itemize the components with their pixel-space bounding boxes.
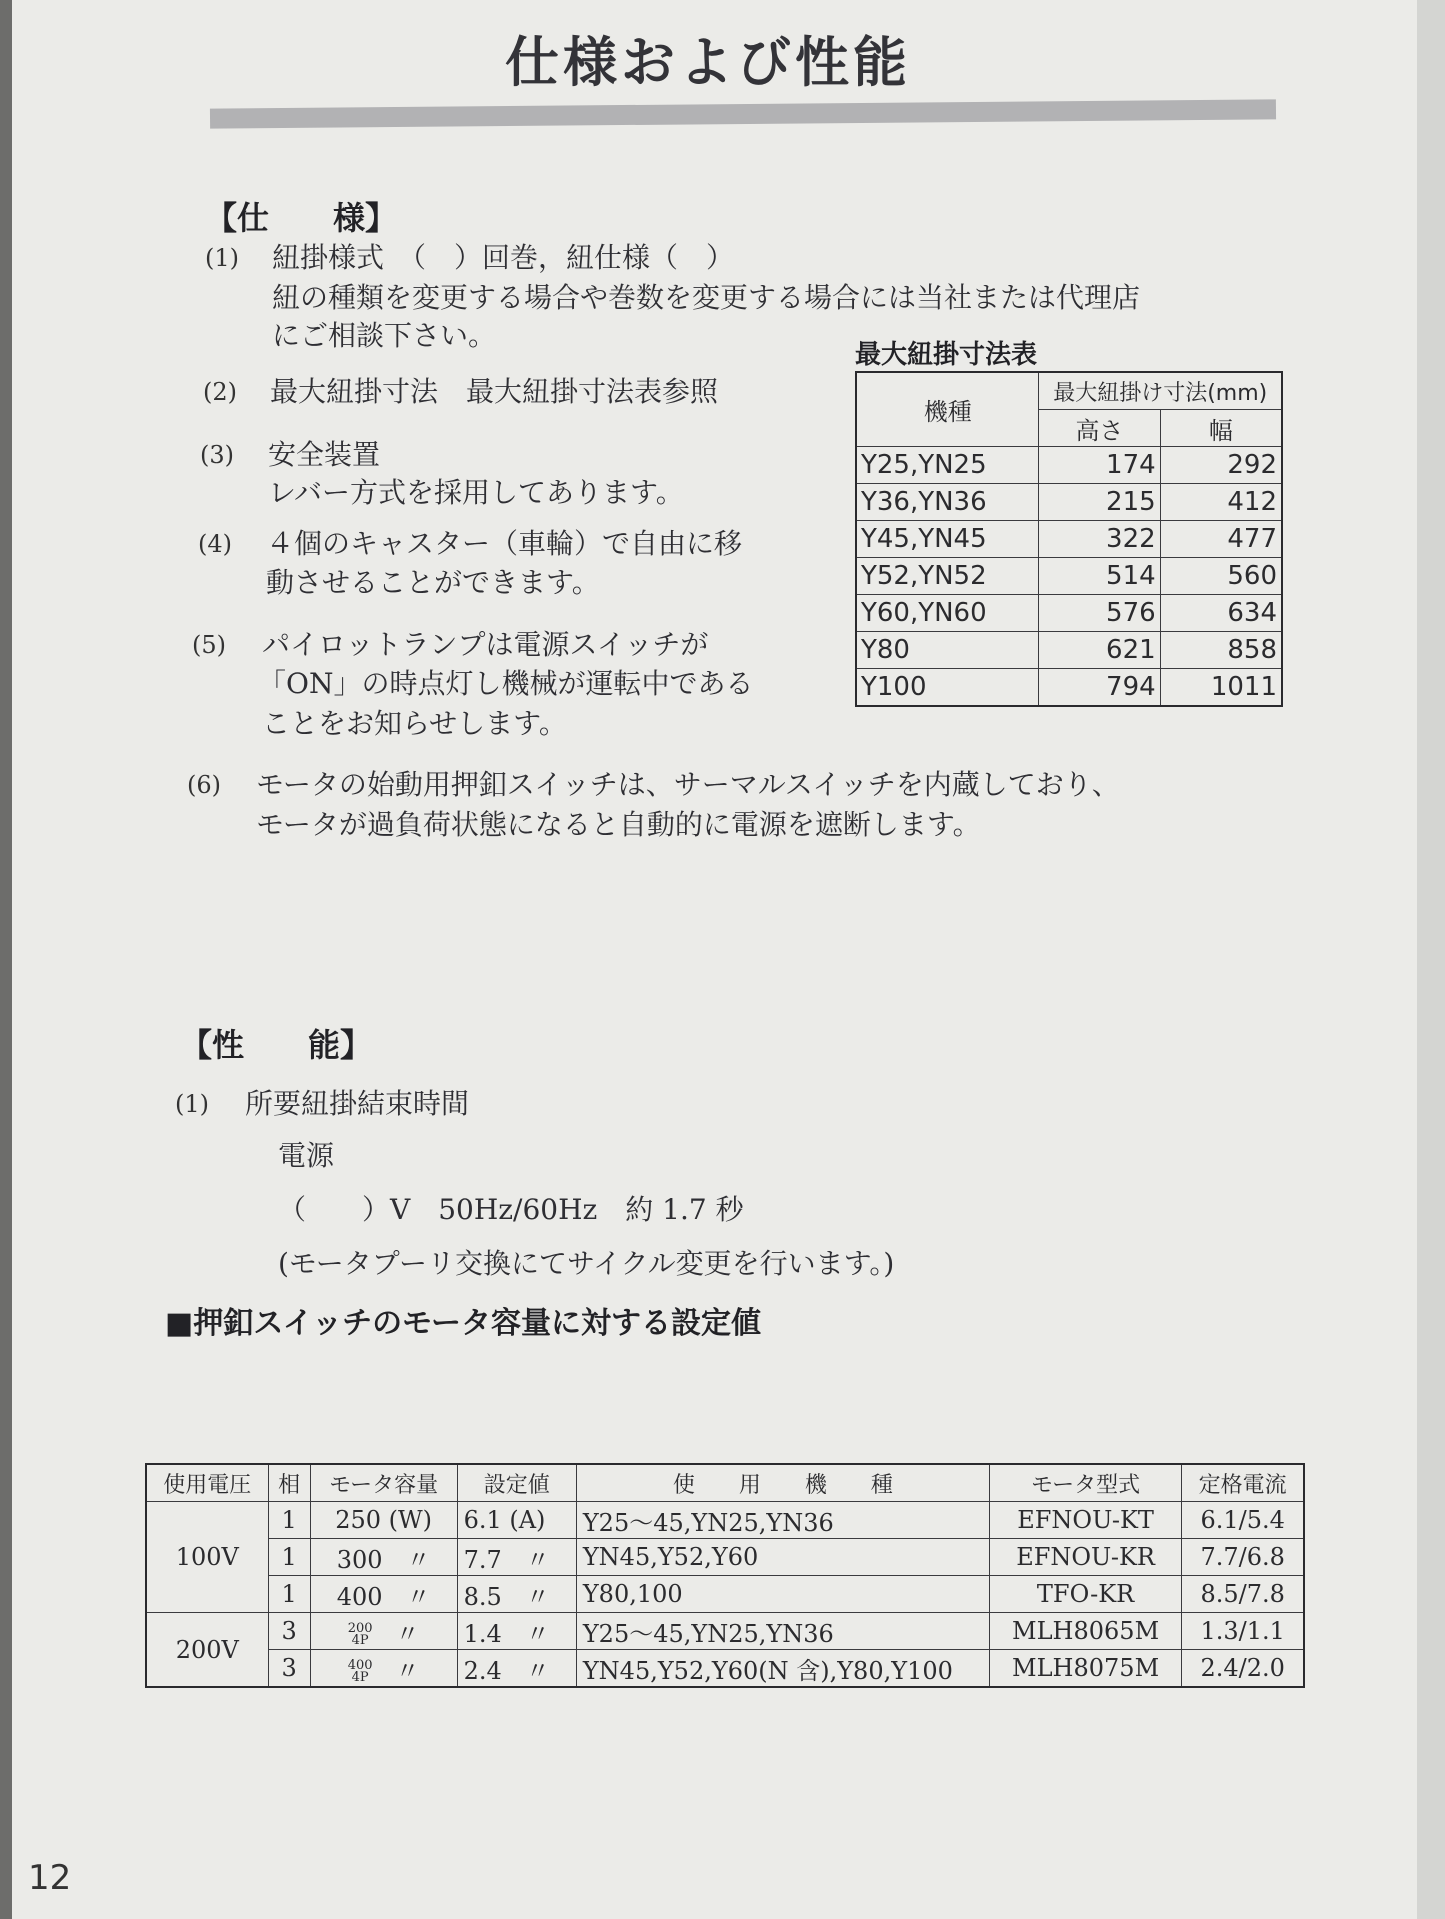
header-capacity: モータ容量 [310, 1464, 457, 1502]
spec-item-6-line-2: モータが過負荷状態になると自動的に電源を遮断します。 [256, 808, 981, 841]
cell-model: Y60,YN60 [856, 595, 1039, 632]
capacity-value: 400 [347, 1658, 373, 1673]
table-row [856, 632, 1282, 669]
cell-capacity: 300 〃 [310, 1539, 457, 1576]
capacity-stack [348, 1623, 373, 1647]
cell-setting: 2.4 〃 [457, 1650, 576, 1688]
perf-item-1-title: 所要紐掛結束時間 [245, 1087, 470, 1120]
page-number: 12 [28, 1858, 72, 1898]
power-spec-line: （ ）V 50Hz/60Hz 約 1.7 秒 [278, 1193, 744, 1226]
spec-item-1-num: (1) [205, 244, 239, 272]
cell-setting: 6.1 (A) [457, 1502, 576, 1539]
motor-settings-heading: ■押釦スイッチのモータ容量に対する設定値 [165, 1306, 761, 1341]
cell-phase: 1 [268, 1576, 310, 1613]
cell-width: 292 [1160, 447, 1282, 484]
cell-capacity [310, 1613, 457, 1650]
cell-rated-current: 7.7/6.8 [1182, 1539, 1304, 1576]
spec-item-4-line-2: 動させることができます。 [266, 566, 600, 599]
cell-model: Y52,YN52 [856, 558, 1039, 595]
cell-model: Y80 [856, 632, 1039, 669]
page-title: 仕様および性能 [505, 31, 911, 94]
ditto-mark: 〃 [395, 1656, 420, 1685]
max-table-caption: 最大紐掛寸法表 [855, 340, 1038, 370]
cell-height: 794 [1039, 669, 1160, 707]
max-dimension-table [855, 371, 1283, 707]
header-phase: 相 [268, 1464, 310, 1502]
table-row [146, 1650, 1304, 1688]
cell-height: 215 [1039, 484, 1160, 521]
capacity-poles: 4P [351, 1633, 369, 1648]
header-models: 使 用 機 種 [576, 1464, 989, 1502]
cell-phase: 1 [268, 1539, 310, 1576]
table-row [146, 1502, 1304, 1539]
col-height-header: 高さ [1039, 410, 1160, 447]
cell-rated-current: 8.5/7.8 [1182, 1576, 1304, 1613]
spec-item-3-line-2: レバー方式を採用してあります。 [268, 476, 684, 509]
spec-item-5-line-3: ことをお知らせします。 [262, 707, 567, 740]
table-row [856, 521, 1282, 558]
power-label: 電源 [278, 1139, 335, 1172]
cell-phase: 3 [268, 1650, 310, 1688]
cell-setting: 8.5 〃 [457, 1576, 576, 1613]
cell-model: Y25,YN25 [856, 447, 1039, 484]
cell-capacity: 250 (W) [310, 1502, 457, 1539]
cell-capacity [310, 1650, 457, 1688]
cell-width: 634 [1160, 595, 1282, 632]
header-setting: 設定値 [457, 1464, 576, 1502]
col-width-header: 幅 [1160, 410, 1282, 447]
cell-models: Y25～45,YN25,YN36 [576, 1613, 989, 1650]
spec-item-1-line-2: 紐の種類を変更する場合や巻数を変更する場合には当社または代理店 [272, 281, 1141, 314]
table-row [856, 558, 1282, 595]
cell-voltage: 200V [146, 1613, 268, 1688]
capacity-stack [348, 1660, 373, 1684]
header-voltage: 使用電圧 [146, 1464, 268, 1502]
col-model-header: 機種 [856, 372, 1039, 447]
motor-settings-table [145, 1463, 1305, 1688]
cell-rated-current: 1.3/1.1 [1182, 1613, 1304, 1650]
page-edge-right [1417, 0, 1445, 1919]
table-row [146, 1613, 1304, 1650]
page-shadow-left [0, 0, 12, 1919]
spec-item-6-num: (6) [187, 771, 221, 799]
cell-height: 174 [1039, 447, 1160, 484]
spec-item-6-line-1: モータの始動用押釦スイッチは、サーマルスイッチを内蔵しており、 [256, 768, 1120, 801]
col-group-header: 最大紐掛け寸法(mm) [1039, 372, 1282, 410]
table-row [146, 1576, 1304, 1613]
cell-phase: 1 [268, 1502, 310, 1539]
cell-phase: 3 [268, 1613, 310, 1650]
table-row [146, 1539, 1304, 1576]
spec-item-5-line-2: 「ON」の時点灯し機械が運転中である [258, 667, 754, 700]
cell-rated-current: 6.1/5.4 [1182, 1502, 1304, 1539]
cell-motor-type: MLH8065M [989, 1613, 1182, 1650]
cell-setting: 1.4 〃 [457, 1613, 576, 1650]
cell-models: YN45,Y52,Y60(N 含),Y80,Y100 [576, 1650, 989, 1688]
spec-item-2-line-1: 最大紐掛寸法 最大紐掛寸法表参照 [270, 375, 719, 408]
cell-height: 576 [1039, 595, 1160, 632]
spec-item-1-line-1: 紐掛様式 （ ）回巻，紐仕様（ ） [272, 241, 735, 274]
spec-item-3-line-1: 安全装置 [268, 438, 381, 471]
cell-rated-current: 2.4/2.0 [1182, 1650, 1304, 1688]
cell-width: 477 [1160, 521, 1282, 558]
cell-setting: 7.7 〃 [457, 1539, 576, 1576]
cell-width: 560 [1160, 558, 1282, 595]
spec-heading: 【仕 様】 [205, 199, 398, 237]
cell-width: 858 [1160, 632, 1282, 669]
cell-height: 514 [1039, 558, 1160, 595]
cell-voltage: 100V [146, 1502, 268, 1613]
spec-item-5-num: (5) [192, 631, 226, 659]
cell-motor-type: TFO-KR [989, 1576, 1182, 1613]
spec-item-3-num: (3) [200, 441, 234, 469]
spec-item-4-line-1: ４個のキャスター（車輪）で自由に移 [266, 527, 743, 560]
cell-motor-type: EFNOU-KR [989, 1539, 1182, 1576]
ditto-mark: 〃 [395, 1619, 420, 1648]
table-row [856, 447, 1282, 484]
spec-item-4-num: (4) [198, 530, 232, 558]
cell-models: Y80,100 [576, 1576, 989, 1613]
cell-width: 1011 [1160, 669, 1282, 707]
cycle-note: (モータプーリ交換にてサイクル変更を行います。) [278, 1247, 895, 1280]
perf-heading: 【性 能】 [180, 1026, 373, 1064]
cell-height: 322 [1039, 521, 1160, 558]
header-motor-type: モータ型式 [989, 1464, 1182, 1502]
cell-width: 412 [1160, 484, 1282, 521]
table-row [856, 595, 1282, 632]
cell-models: YN45,Y52,Y60 [576, 1539, 989, 1576]
table-row [856, 484, 1282, 521]
capacity-poles: 4P [351, 1670, 369, 1685]
header-rated-current: 定格電流 [1182, 1464, 1304, 1502]
cell-model: Y45,YN45 [856, 521, 1039, 558]
cell-capacity: 400 〃 [310, 1576, 457, 1613]
capacity-value: 200 [347, 1621, 373, 1636]
spec-item-5-line-1: パイロットランプは電源スイッチが [262, 628, 709, 661]
cell-model: Y100 [856, 669, 1039, 707]
spec-item-1-line-3: にご相談下さい。 [272, 319, 497, 352]
cell-model: Y36,YN36 [856, 484, 1039, 521]
perf-item-1-num: (1) [175, 1090, 209, 1118]
table-row [856, 669, 1282, 707]
cell-motor-type: MLH8075M [989, 1650, 1182, 1688]
spec-item-2-num: (2) [203, 378, 237, 406]
cell-motor-type: EFNOU-KT [989, 1502, 1182, 1539]
cell-models: Y25～45,YN25,YN36 [576, 1502, 989, 1539]
cell-height: 621 [1039, 632, 1160, 669]
